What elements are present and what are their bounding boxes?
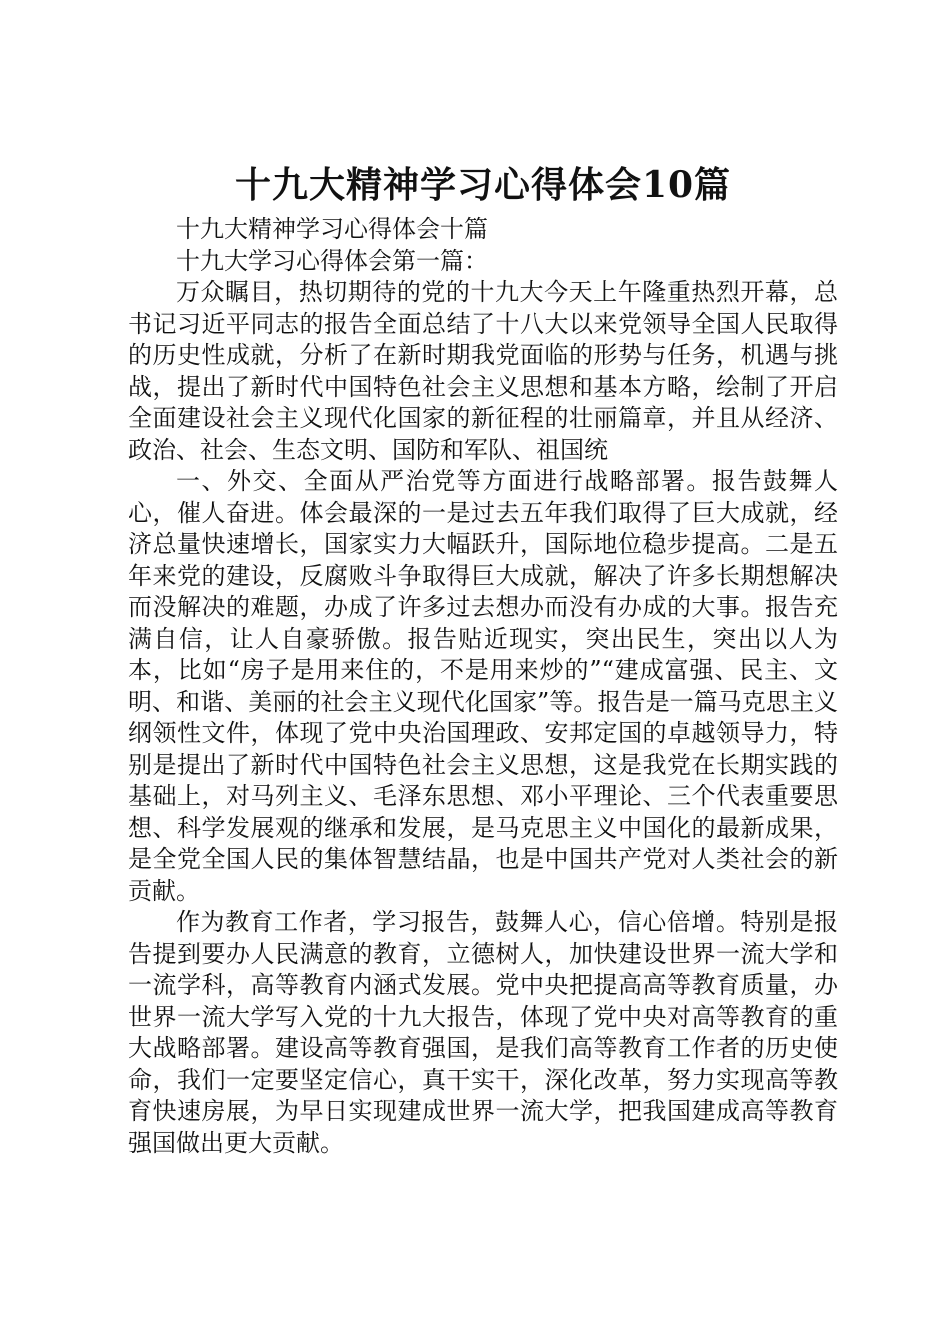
body-paragraph-3: 作为教育工作者，学习报告，鼓舞人心，信心倍增。特别是报告提到要办人民满意的教育，立德树人，加快建设世界一流大学和一流学科，高等教育内涵式发展。党中央把提高高等教育质量，办世界一流大学写入党的十九大报告，体现了党中央对高等教育的重大战略部署。建设高等教育强国，是我们高等教育工作者的历史使命，我们一定要坚定信心，真干实干，深化改革，努力实现高等教育快速房展，为早日实现建成世界一流大学，把我国建成高等教育强国做出更大贡献。 [128, 908, 838, 1157]
document-page [128, 160, 838, 1159]
body-paragraph-1: 万众瞩目，热切期待的党的十九大今天上午隆重热烈开幕，总书记习近平同志的报告全面总结了十八大以来党领导全国人民取得的历史性成就，分析了在新时期我党面临的形势与任务，机遇与挑战，提出了新时代中国特色社会主义思想和基本方略，绘制了开启全面建设社会主义现代化国家的新征程的壮丽篇章，并且从经济、政治、社会、生态文明、国防和军队、祖国统 [128, 278, 838, 464]
body-paragraph-2: 一、外交、全面从严治党等方面进行战略部署。报告鼓舞人心，催人奋进。体会最深的一是过去五年我们取得了巨大成就，经济总量快速增长，国家实力大幅跃升，国际地位稳步提高。二是五年来党的建设，反腐败斗争取得巨大成就，解决了许多长期想解决而没解决的难题，办成了许多过去想办而没有办成的大事。报告充满自信，让人自豪骄傲。报告贴近现实，突出民生，突出以人为本，比如“房子是用来住的，不是用来炒的”“建成富强、民主、文明、和谐、美丽的社会主义现代化国家”等。报告是一篇马克思主义纲领性文件，体现了党中央治国理政、安邦定国的卓越领导力，特别是提出了新时代中国特色社会主义思想，这是我党在长期实践的基础上，对马列主义、毛泽东思想、邓小平理论、三个代表重要思想、科学发展观的继承和发展，是马克思主义中国化的最新成果，是全党全国人民的集体智慧结晶，也是中国共产党对人类社会的新贡献。 [128, 467, 838, 905]
section-heading-paragraph: 十九大学习心得体会第一篇： [176, 246, 488, 275]
subtitle-paragraph: 十九大精神学习心得体会十篇 [176, 215, 488, 243]
document-title: 十九大精神学习心得体会10篇 [234, 164, 732, 206]
